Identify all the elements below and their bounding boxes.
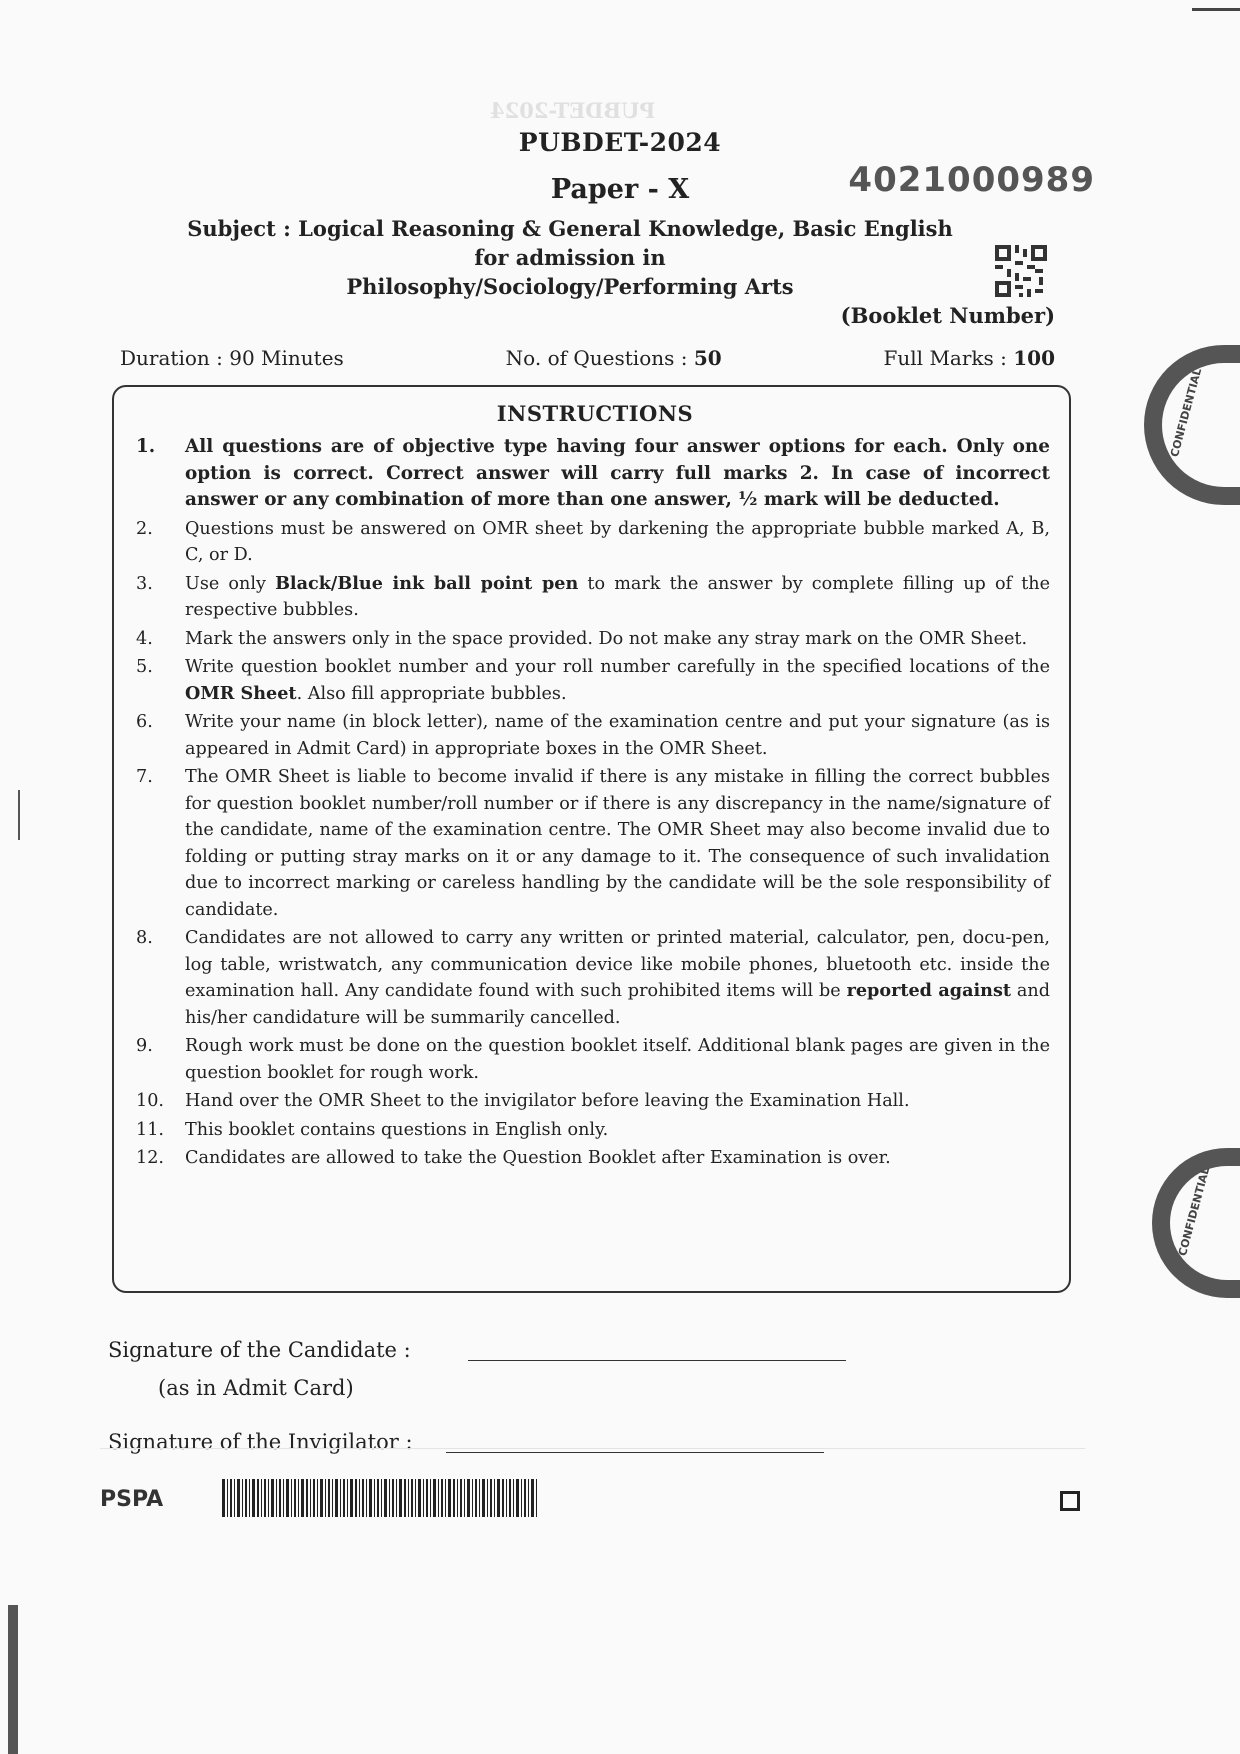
subject-block xyxy=(0,214,1140,301)
exam-title: PUBDET-2024 xyxy=(518,128,722,157)
stamp-text: CONFIDENTIAL xyxy=(1176,1165,1213,1258)
instruction-item: 10. Hand over the OMR Sheet to the invigilator before leaving the Examination Hall. xyxy=(136,1091,910,1111)
duration-label: Duration : xyxy=(120,346,223,370)
invigilator-signature-label: Signature of the Invigilator : xyxy=(108,1430,413,1454)
paper-code: PSPA xyxy=(100,1487,164,1512)
top-edge-mark xyxy=(1192,8,1240,11)
instruction-item: 1. All questions are of objective type having four answer options for each. Only one option is correct. Correct answer will carry full marks 2. In case of incorrect answer or any combination of more than one answer, ½ mark will be deducted. xyxy=(136,436,1050,510)
faint-rule xyxy=(100,1448,1085,1449)
stamp-text: CONFIDENTIAL xyxy=(1168,366,1205,459)
instruction-item: 2. Questions must be answered on OMR sheet by darkening the appropriate bubble marked A, B, C, or D. xyxy=(136,518,1050,565)
confidential-stamp xyxy=(1144,345,1240,505)
subject-line-1: Subject : Logical Reasoning & General Knowledge, Basic English xyxy=(187,216,953,241)
instruction-item: 9. Rough work must be done on the question booklet itself. Additional blank pages are given in the question booklet for rough work. xyxy=(136,1036,1050,1083)
instructions-list xyxy=(130,434,1050,1174)
instruction-item: 8. Candidates are not allowed to carry any written or printed material, calculator, pen, docu-pen, log table, wristwatch, any communication device like mobile phones, bluetooth etc. inside the examination hall. Any candidate found with such prohibited items will be reported against and his/her candidature will be summarily cancelled. xyxy=(136,928,1050,1028)
booklet-number-label: (Booklet Number) xyxy=(840,303,1055,328)
instruction-item: 3. Use only Black/Blue ink ball point pen to mark the answer by complete filling up of the respective bubbles. xyxy=(136,572,1051,620)
invigilator-signature-line[interactable] xyxy=(446,1452,824,1453)
scan-mark xyxy=(18,790,20,840)
duration-value: 90 Minutes xyxy=(229,346,344,370)
candidate-signature-line[interactable] xyxy=(468,1360,846,1361)
confidential-stamp xyxy=(1152,1148,1240,1298)
instruction-item: 5. Write question booklet number and your roll number carefully in the specified locations of the OMR Sheet. Also fill appropriate bubbles. xyxy=(136,657,1050,704)
scan-edge-bar xyxy=(8,1605,18,1754)
duration-info xyxy=(120,346,344,370)
questions-value: 50 xyxy=(693,346,722,370)
corner-square-mark xyxy=(1060,1491,1080,1511)
candidate-signature-sub: (as in Admit Card) xyxy=(158,1376,354,1400)
marks-info xyxy=(884,346,1055,370)
exam-info-row xyxy=(120,346,1055,370)
qr-code-icon xyxy=(995,245,1047,297)
bleed-through-text: PUBDET-2024 xyxy=(490,98,656,123)
questions-info xyxy=(506,346,722,370)
instructions-heading: INSTRUCTIONS xyxy=(496,401,694,426)
subject-line-3: Philosophy/Sociology/Performing Arts xyxy=(346,274,794,299)
paper-label: Paper - X xyxy=(550,174,690,205)
questions-label: No. of Questions : xyxy=(505,346,688,370)
instruction-item: 7. The OMR Sheet is liable to become invalid if there is any mistake in filling the correct bubbles for question booklet number/roll number or if there is any discrepancy in the name/signature of the candidate, name of the examination centre. The OMR Sheet may also become invalid due to folding or putting stray marks on it or any damage to it. The consequence of such invalidation due to incorrect marking or careless handling by the candidate will be the sole responsibility of candidate. xyxy=(136,767,1050,920)
subject-line-2: for admission in xyxy=(474,245,666,270)
instruction-item: 11. This booklet contains questions in English only. xyxy=(136,1119,609,1140)
marks-label: Full Marks : xyxy=(883,346,1007,370)
instruction-item: 6. Write your name (in block letter), name of the examination centre and put your signature (as is appeared in Admit Card) in appropriate boxes in the OMR Sheet. xyxy=(136,712,1050,759)
instruction-item: 12. Candidates are allowed to take the Question Booklet after Examination is over. xyxy=(136,1148,891,1168)
marks-value: 100 xyxy=(1013,346,1055,370)
barcode-icon xyxy=(222,1479,537,1517)
booklet-number: 4021000989 xyxy=(848,160,1095,200)
candidate-signature-label: Signature of the Candidate : xyxy=(108,1338,411,1362)
instruction-item: 4. Mark the answers only in the space provided. Do not make any stray mark on the OMR Sheet. xyxy=(136,628,1028,649)
